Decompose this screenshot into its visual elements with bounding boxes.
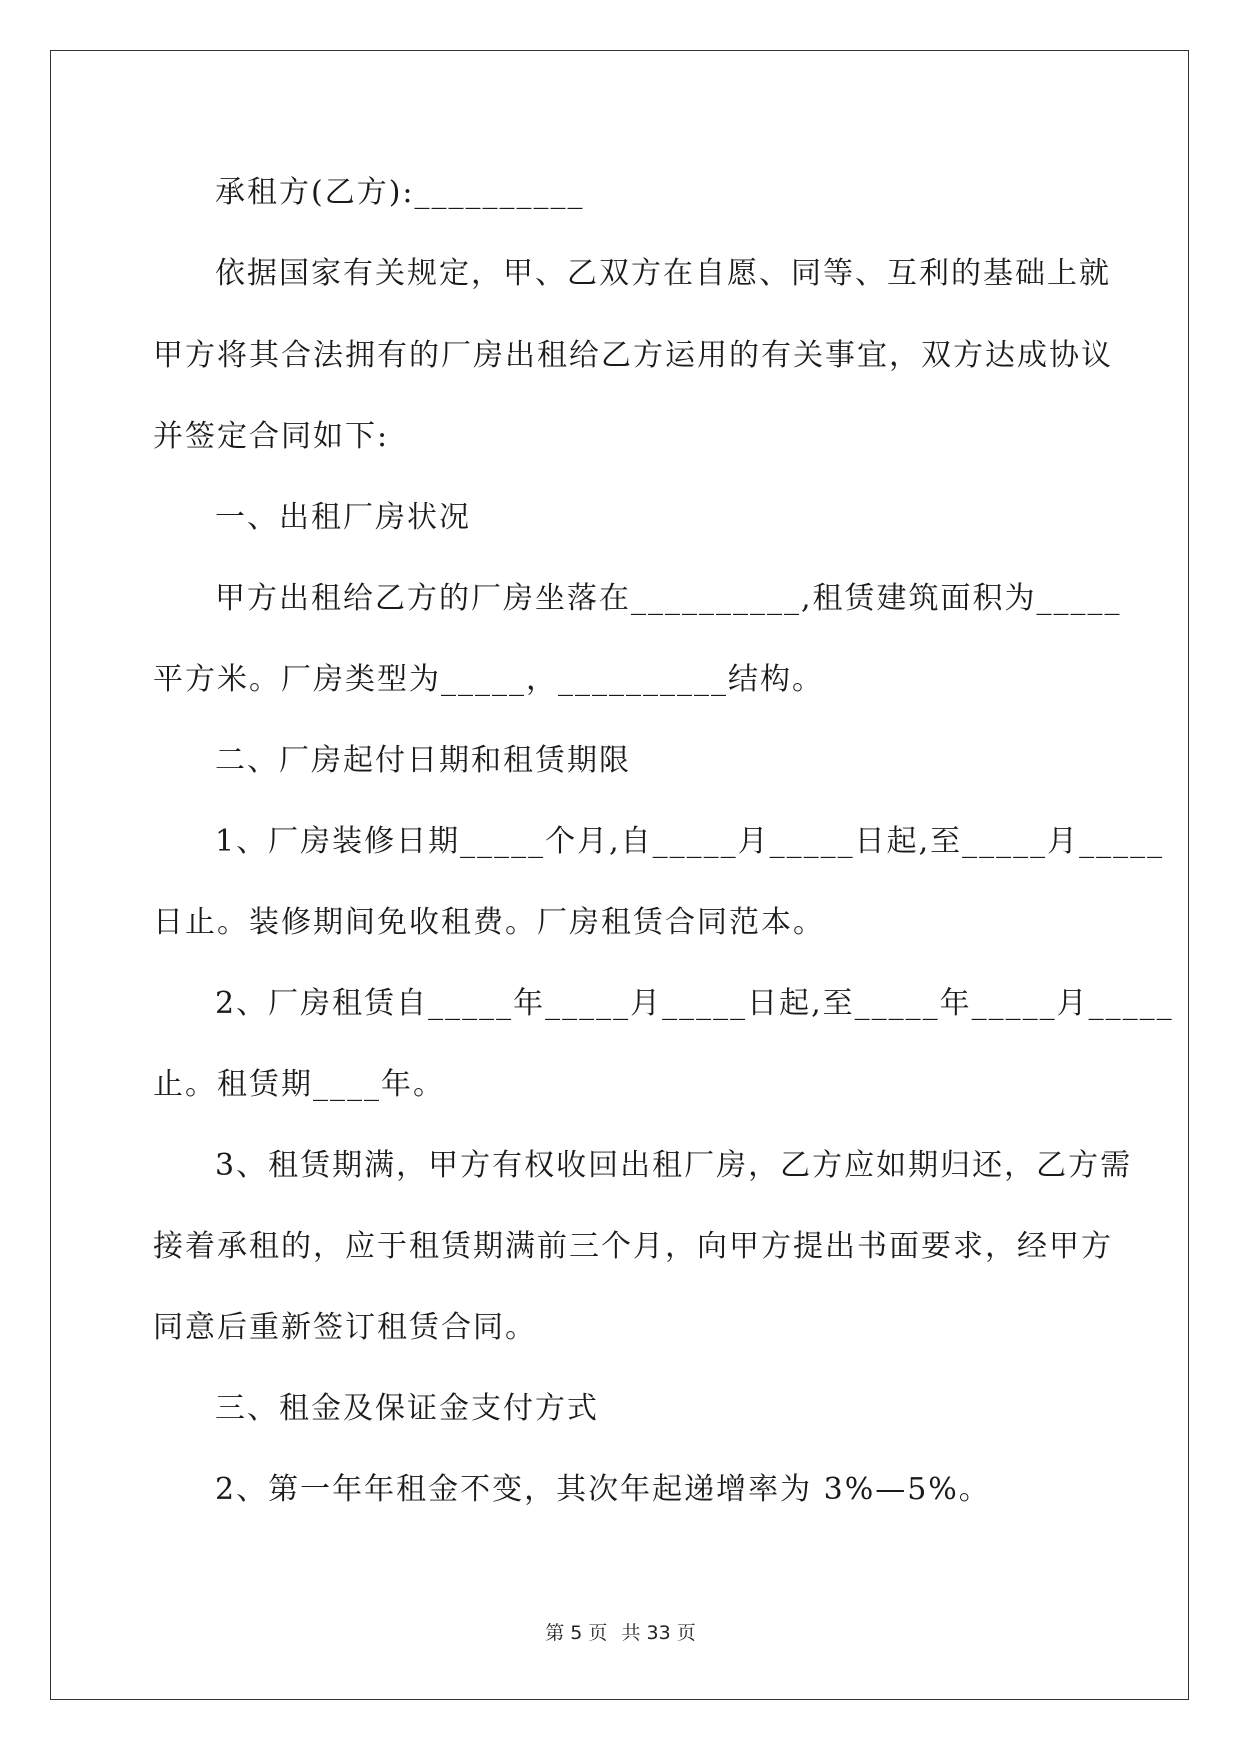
section-heading-3: 三、租金及保证金支付方式 bbox=[215, 1391, 599, 1426]
page-number: 第 5 页 bbox=[545, 1622, 608, 1644]
section-heading-2: 二、厂房起付日期和租赁期限 bbox=[215, 743, 631, 778]
clause-3-line: 3、租赁期满，甲方有权收回出租厂房，乙方应如期归还，乙方需 bbox=[215, 1148, 1133, 1183]
clause-3-line: 同意后重新签订租赁合同。 bbox=[153, 1310, 537, 1345]
clause-2-line: 2、厂房租赁自_____年_____月_____日起,至_____年_____月_____ bbox=[215, 986, 1174, 1021]
clause-1-line: 日止。装修期间免收租费。厂房租赁合同范本。 bbox=[153, 905, 825, 940]
rent-clause-line: 2、第一年年租金不变，其次年起递增率为 3%—5%。 bbox=[215, 1472, 991, 1507]
paragraph-line: 并签定合同如下: bbox=[153, 419, 390, 454]
total-pages: 共 33 页 bbox=[621, 1622, 696, 1644]
paragraph-line: 甲方出租给乙方的厂房坐落在__________,租赁建筑面积为_____ bbox=[215, 581, 1122, 616]
lessee-line: 承租方(乙方):__________ bbox=[215, 175, 585, 210]
paragraph-line: 甲方将其合法拥有的厂房出租给乙方运用的有关事宜，双方达成协议 bbox=[153, 338, 1113, 373]
paragraph-line: 依据国家有关规定，甲、乙双方在自愿、同等、互利的基础上就 bbox=[215, 256, 1111, 291]
page-border bbox=[50, 50, 1189, 1700]
paragraph-line: 平方米。厂房类型为_____，__________结构。 bbox=[153, 662, 824, 697]
clause-3-line: 接着承租的，应于租赁期满前三个月，向甲方提出书面要求，经甲方 bbox=[153, 1229, 1113, 1264]
section-heading-1: 一、出租厂房状况 bbox=[215, 500, 471, 535]
clause-2-line: 止。租赁期____年。 bbox=[153, 1067, 445, 1102]
clause-1-line: 1、厂房装修日期_____个月,自_____月_____日起,至_____月_____ bbox=[215, 824, 1165, 859]
page-footer bbox=[0, 1621, 1241, 1645]
